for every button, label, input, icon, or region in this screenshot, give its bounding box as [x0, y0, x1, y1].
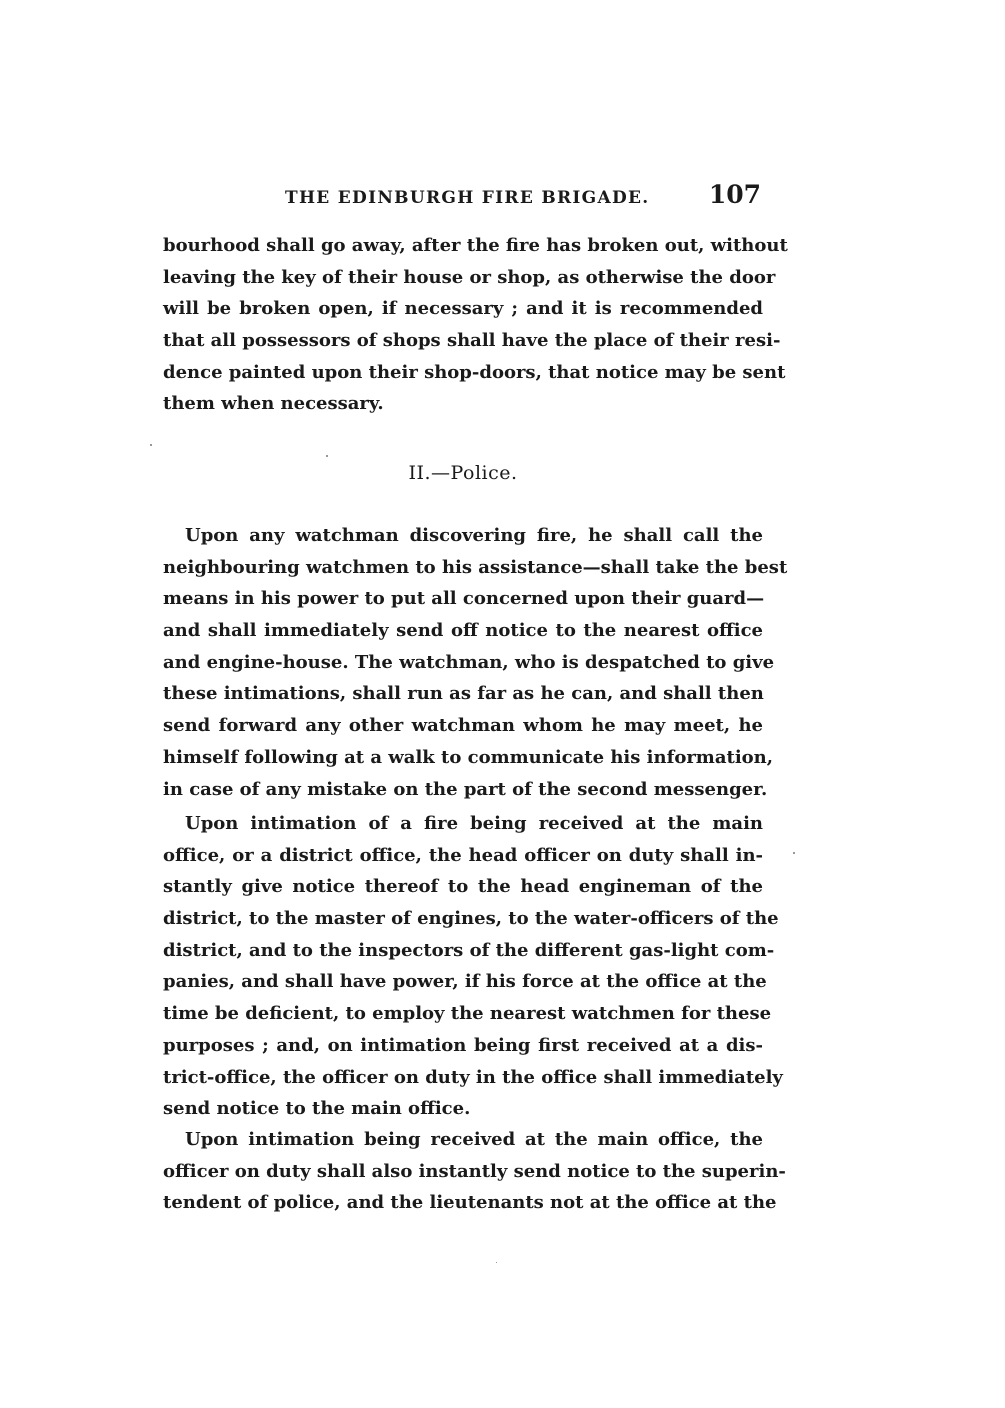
text-line: Upon any watchman discovering fire, he shall call the: [185, 525, 763, 546]
paragraph-main-office: [163, 1124, 786, 1219]
text-line: leaving the key of their house or shop, as otherwise the door: [163, 266, 776, 288]
text-line: send forward any other watchman whom he may meet, he: [163, 715, 763, 737]
text-line: in case of any mistake on the part of the second messenger.: [163, 778, 768, 800]
text-line: time be deficient, to employ the nearest watchmen for these: [163, 1003, 772, 1025]
running-title: THE EDINBURGH FIRE BRIGADE.: [285, 188, 650, 208]
text-line: district, to the master of engines, to the water-officers of the: [163, 908, 779, 930]
text-line: stantly give notice thereof to the head engineman of the: [163, 876, 763, 898]
text-line: send notice to the main office.: [163, 1098, 471, 1120]
page-number: 107: [708, 180, 761, 209]
paragraph-watchman: [163, 520, 788, 805]
text-line: means in his power to put all concerned upon their guard—: [163, 588, 765, 610]
text-line: trict-office, the officer on duty in the office shall immediately: [163, 1066, 783, 1088]
paper-speck: [150, 444, 152, 446]
text-line: tendent of police, and the lieutenants not at the office at the: [163, 1192, 777, 1214]
paragraph-intimation: [163, 808, 783, 1125]
text-line: office, or a district office, the head officer on duty shall in-: [163, 844, 763, 866]
paragraph-continued: [163, 230, 788, 420]
text-line: himself following at a walk to communicate his information,: [163, 746, 774, 768]
text-line: officer on duty shall also instantly send notice to the superin-: [163, 1160, 786, 1182]
paper-speck: [326, 455, 328, 457]
text-line: purposes ; and, on intimation being first received at a dis-: [163, 1034, 763, 1056]
text-line: them when necessary.: [163, 393, 384, 415]
text-line: district, and to the inspectors of the different gas-light com-: [163, 939, 775, 961]
section-heading: II.—Police.: [408, 462, 518, 484]
text-line: and shall immediately send off notice to the nearest office: [163, 620, 763, 642]
text-line: these intimations, shall run as far as he can, and shall then: [163, 683, 764, 705]
paper-speck: [496, 1262, 497, 1263]
text-line: neighbouring watchmen to his assistance—shall take the best: [163, 556, 788, 578]
text-line: Upon intimation of a fire being received at the main: [185, 813, 763, 834]
text-line: Upon intimation being received at the main office, the: [185, 1129, 763, 1150]
paper-speck: [793, 852, 795, 854]
text-line: bourhood shall go away, after the fire has broken out, without: [163, 235, 788, 256]
running-head: [163, 180, 763, 214]
text-line: that all possessors of shops shall have the place of their resi-: [163, 330, 781, 352]
text-line: dence painted upon their shop-doors, that notice may be sent: [163, 361, 786, 383]
text-line: panies, and shall have power, if his force at the office at the: [163, 971, 767, 993]
text-line: will be broken open, if necessary ; and it is recommended: [163, 298, 763, 320]
text-line: and engine-house. The watchman, who is despatched to give: [163, 651, 775, 673]
